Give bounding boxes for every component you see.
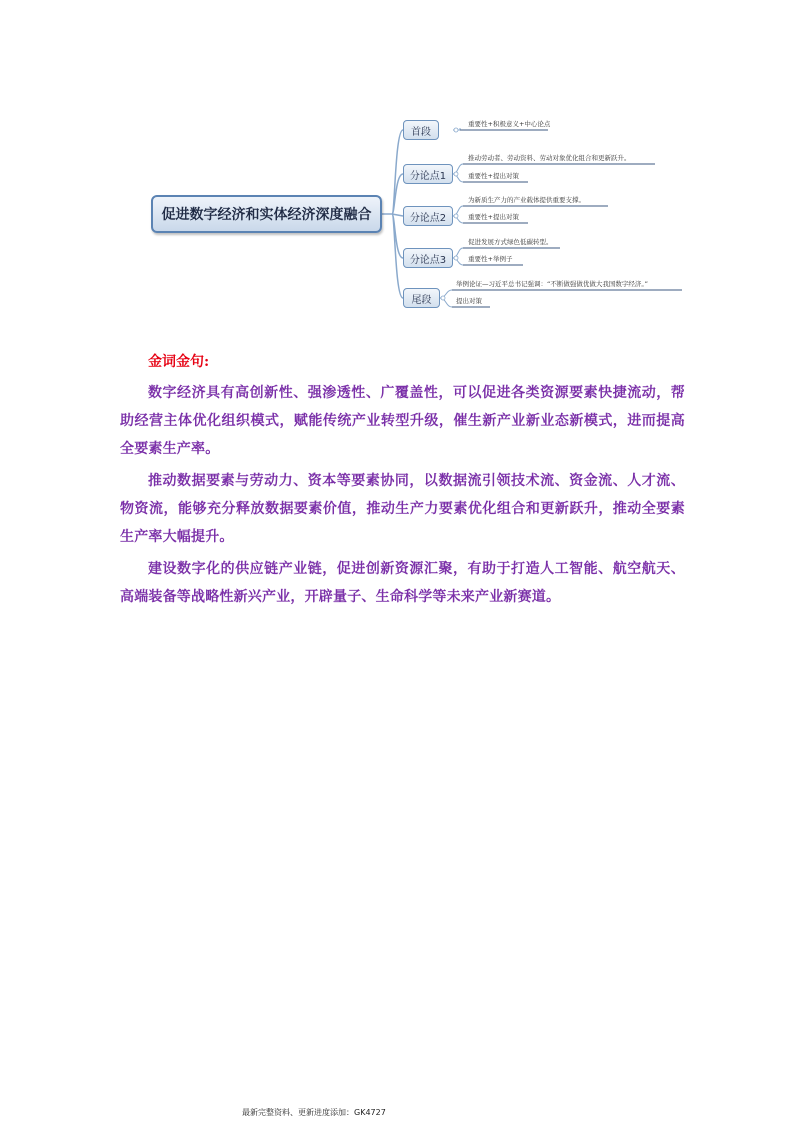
golden-quotes-heading: 金词金句: xyxy=(148,354,210,370)
mind-map-connectors xyxy=(0,0,800,320)
quote-paragraph: 建设数字化的供应链产业链，促进创新资源汇聚，有助于打造人工智能、航空航天、高端装备等战略性新兴产业，开辟量子、生命科学等未来产业新赛道。 xyxy=(120,561,685,605)
golden-quotes-section xyxy=(120,352,685,615)
branch-point-2: 分论点2 xyxy=(403,206,453,226)
leaf-point2-2: 重要性+提出对策 xyxy=(468,213,519,221)
mind-map-root: 促进数字经济和实体经济深度融合 xyxy=(151,195,382,233)
leaf-intro-1: 重要性+积极意义+中心论点 xyxy=(468,120,551,128)
leaf-point2-1: 为新质生产力的产业载体提供重要支撑。 xyxy=(468,196,585,204)
branch-intro: 首段 xyxy=(403,120,439,140)
page-footer: 最新完整资料、更新进度添加：GK4727 xyxy=(242,1108,386,1117)
leaf-point1-2: 重要性+提出对策 xyxy=(468,172,519,180)
leaf-point3-2: 重要性+举例子 xyxy=(468,255,513,263)
branch-conclusion: 尾段 xyxy=(403,288,440,308)
leaf-point1-1: 推动劳动者、劳动资料、劳动对象优化组合和更新跃升。 xyxy=(468,154,631,162)
leaf-point3-1: 促进发展方式绿色低碳转型。 xyxy=(468,238,553,246)
branch-point-1: 分论点1 xyxy=(403,164,453,184)
branch-point-3: 分论点3 xyxy=(403,248,453,268)
quote-paragraph: 推动数据要素与劳动力、资本等要素协同，以数据流引领技术流、资金流、人才流、物资流，能够充分释放数据要素价值，推动生产力要素优化组合和更新跃升，推动全要素生产率大幅提升。 xyxy=(120,473,685,545)
leaf-conclusion-2: 提出对策 xyxy=(456,297,482,305)
leaf-conclusion-1: 举例论证—习近平总书记强调：“不断做强做优做大我国数字经济。” xyxy=(456,280,648,288)
quote-paragraph: 数字经济具有高创新性、强渗透性、广覆盖性，可以促进各类资源要素快捷流动，帮助经营主体优化组织模式，赋能传统产业转型升级，催生新产业新业态新模式，进而提高全要素生产率。 xyxy=(120,385,685,457)
